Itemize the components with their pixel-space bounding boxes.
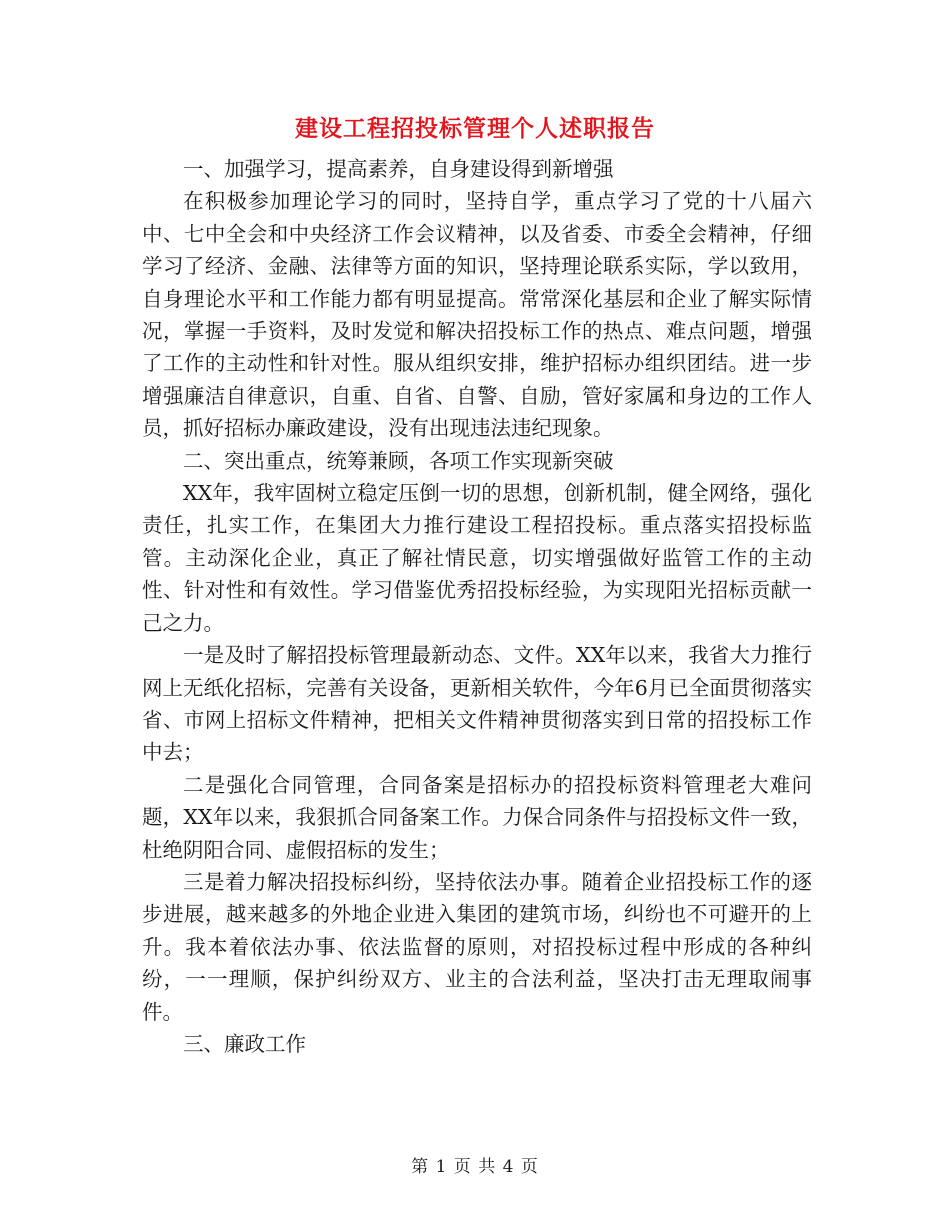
paragraph-1: 在积极参加理论学习的同时，坚持自学，重点学习了党的十八届六中、七中全会和中央经济工作会议精神，以及省委、市委全会精神，仔细学习了经济、金融、法律等方面的知识，坚持理论联系实际，学以致用，自身理论水平和工作能力都有明显提高。常常深化基层和企业了解实际情况，掌握一手资料，及时发觉和解决招投标工作的热点、难点问题，增强了工作的主动性和针对性。服从组织安排，维护招标办组织团结。进一步增强廉洁自律意识，自重、自省、自警、自励，管好家属和身边的工作人员，抓好招标办廉政建设，没有出现违法违纪现象。 [142,189,812,441]
page-footer: 第 1 页 共 4 页 [411,1157,539,1177]
section-heading-3: 三、廉政工作 [183,1031,306,1056]
paragraph-3: 一是及时了解招投标管理最新动态、文件。XX年以来，我省大力推行网上无纸化招标，完善有关设备，更新相关软件，今年6月已全面贯彻落实省、市网上招标文件精神，把相关文件精神贯彻落实到日常的招投标工作中去； [142,643,812,765]
paragraph-2: XX年，我牢固树立稳定压倒一切的思想，创新机制，健全网络，强化责任，扎实工作，在集团大力推行建设工程招投标。重点落实招投标监管。主动深化企业，真正了解社情民意，切实增强做好监管工作的主动性、针对性和有效性。学习借鉴优秀招投标经验，为实现阳光招标贡献一己之力。 [142,481,812,635]
section-heading-2: 二、突出重点，统筹兼顾，各项工作实现新突破 [183,448,614,473]
paragraph-4: 二是强化合同管理，合同备案是招标办的招投标资料管理老大难问题，XX年以来，我狠抓合同备案工作。力保合同条件与招投标文件一致，杜绝阴阳合同、虚假招标的发生； [142,772,812,862]
document-title: 建设工程招投标管理个人述职报告 [295,115,655,142]
section-heading-1: 一、加强学习，提高素养，自身建设得到新增强 [183,157,614,181]
paragraph-5: 三是着力解决招投标纠纷，坚持依法办事。随着企业招投标工作的逐步进展，越来越多的外地企业进入集团的建筑市场，纠纷也不可避开的上升。我本着依法办事、依法监督的原则，对招投标过程中形成的各种纠纷，一一理顺，保护纠纷双方、业主的合法利益，坚决打击无理取闹事件。 [142,869,812,1024]
document-body [142,153,812,1060]
